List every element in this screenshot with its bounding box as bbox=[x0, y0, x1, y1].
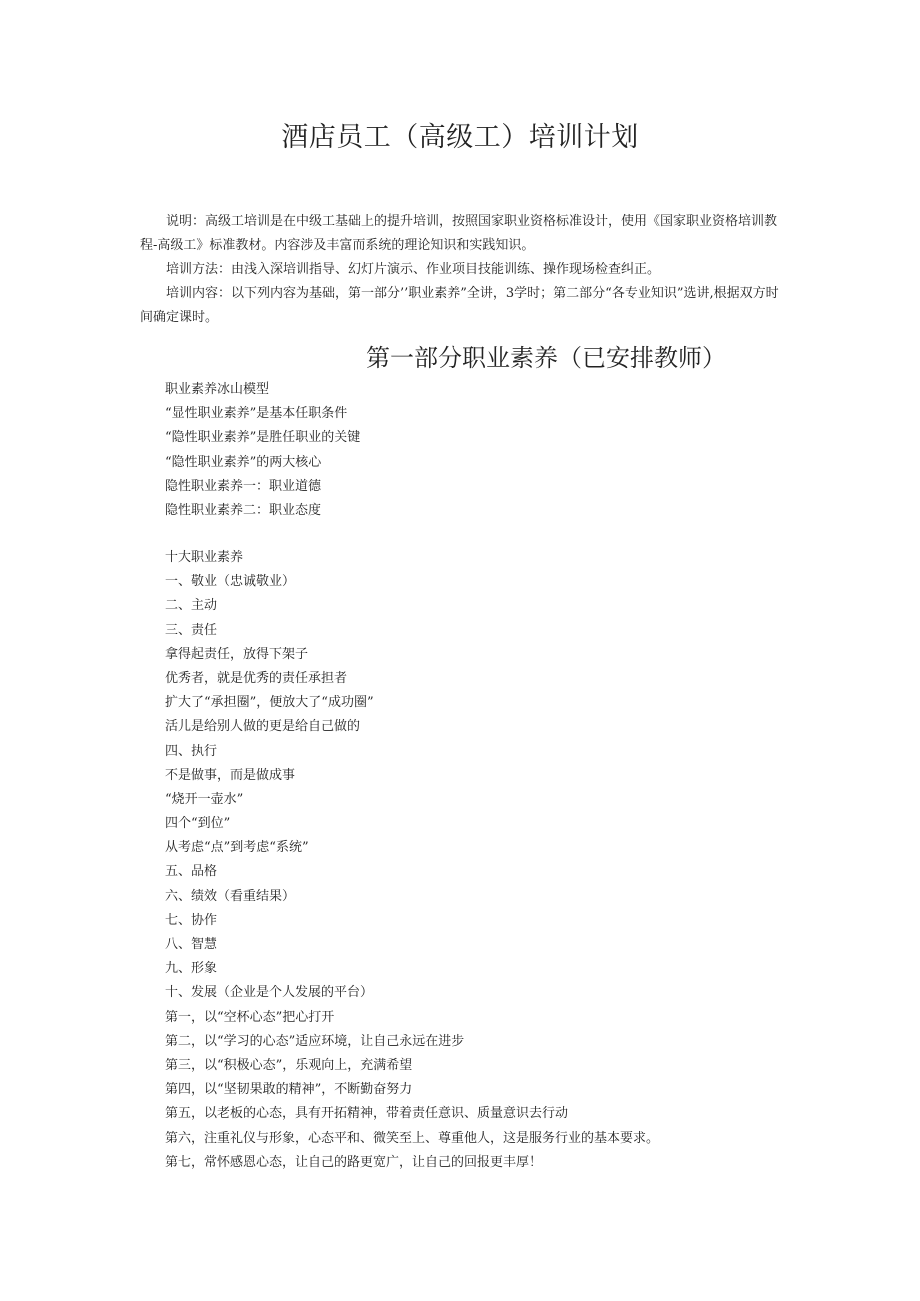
list-item: 第二，以“学习的心态”适应环境，让自己永远在进步 bbox=[165, 1033, 465, 1049]
list-item: 十、发展（企业是个人发展的平台） bbox=[165, 985, 374, 1001]
list-item: 隐性职业素养二：职业态度 bbox=[165, 502, 322, 518]
list-item: 八、智慧 bbox=[165, 937, 218, 952]
list-item: 隐性职业素养一：职业道德 bbox=[165, 478, 322, 494]
list-item: 六、绩效（看重结果） bbox=[165, 888, 296, 904]
intro-training-content: 培训内容：以下列内容为基础，第一部分’’职业素养”全讲，3学时；第二部分“各专业知识”选讲,根据双方时间确定课时。 bbox=[140, 286, 779, 325]
list-item: 从考虑“点”到考虑“系统” bbox=[165, 840, 309, 856]
list-item: “显性职业素养”是基本任职条件 bbox=[165, 406, 348, 422]
intro-training-method: 培训方法：由浅入深培训指导、幻灯片演示、作业项目技能训练、操作现场检查纠正。 bbox=[166, 262, 661, 277]
section-heading-part-one: 第一部分职业素养（已安排教师） bbox=[366, 344, 726, 372]
ten-qualities-list bbox=[165, 546, 785, 1175]
list-item: 第一，以“空杯心态”把心打开 bbox=[165, 1009, 335, 1025]
list-item: 九、形象 bbox=[165, 961, 218, 977]
list-item: 第七，常怀感恩心态，让自己的路更宽广，让自己的回报更丰厚！ bbox=[165, 1154, 543, 1170]
list-item: 活儿是给别人做的更是给自己做的 bbox=[165, 719, 361, 735]
list-item: 第五，以老板的心态，具有开拓精神，带着责任意识、质量意识去行动 bbox=[165, 1106, 569, 1122]
list-item: 五、品格 bbox=[165, 864, 218, 880]
list-item: 扩大了“承担圈”，便放大了“成功圈” bbox=[165, 695, 374, 711]
list-item: 不是做事，而是做成事 bbox=[165, 767, 296, 783]
iceberg-model-list bbox=[165, 378, 785, 523]
list-item: 第三，以“积极心态”，乐观向上，充满希望 bbox=[165, 1057, 413, 1073]
list-item: “烧开一壶水” bbox=[165, 791, 244, 807]
list-item: 四个“到位” bbox=[165, 816, 231, 832]
list-item: 优秀者，就是优秀的责任承担者 bbox=[165, 670, 348, 686]
list-item: “隐性职业素养”的两大核心 bbox=[165, 454, 322, 470]
list-item: 二、主动 bbox=[165, 598, 218, 614]
list-item: 七、协作 bbox=[165, 912, 218, 928]
list-item: 第六，注重礼仪与形象，心态平和、微笑至上、尊重他人，这是服务行业的基本要求。 bbox=[165, 1130, 660, 1146]
document-title: 酒店员工（高级工）培训计划 bbox=[281, 122, 639, 153]
list-item: 拿得起责任，放得下架子 bbox=[165, 646, 309, 662]
list-item: 一、敬业（忠诚敬业） bbox=[165, 574, 296, 590]
list-item: 十大职业素养 bbox=[165, 550, 244, 565]
intro-description: 说明：高级工培训是在中级工基础上的提升培训，按照国家职业资格标准设计，使用《国家职业资格培训教程-高级工》标准教材。内容涉及丰富而系统的理论知识和实践知识。 bbox=[140, 214, 778, 253]
list-item: 职业素养冰山模型 bbox=[165, 382, 270, 397]
list-item: “隐性职业素养”是胜任职业的关键 bbox=[165, 430, 361, 446]
list-item: 三、责任 bbox=[165, 622, 218, 638]
list-item: 四、执行 bbox=[165, 743, 218, 759]
intro-section bbox=[140, 210, 785, 330]
list-item: 第四，以“坚韧果敢的精神”，不断勤奋努力 bbox=[165, 1082, 413, 1098]
